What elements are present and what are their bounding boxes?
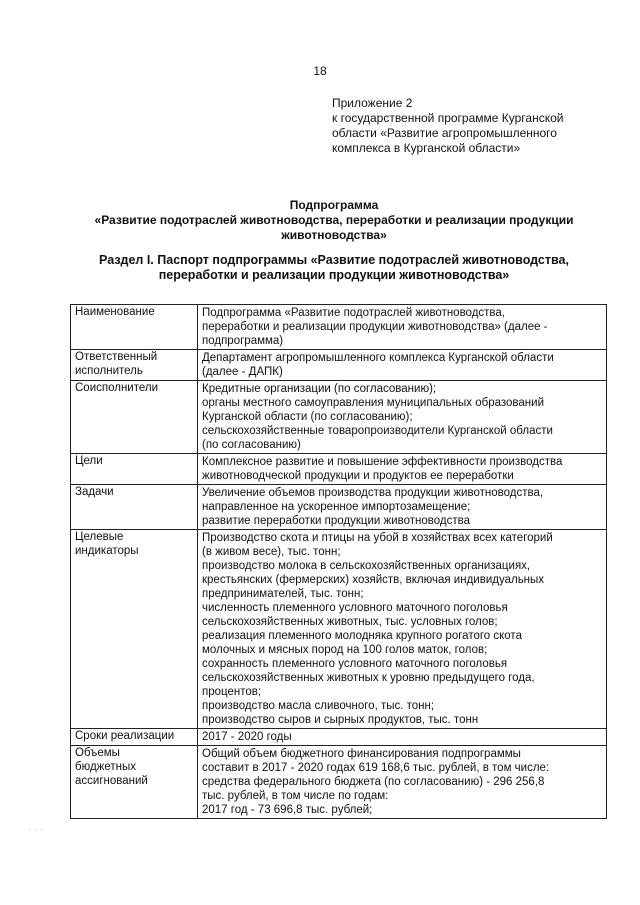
- table-row: [71, 729, 607, 746]
- section-title: [60, 253, 608, 283]
- row-label-line: Соисполнители: [75, 382, 159, 394]
- table-row: [71, 454, 607, 485]
- row-label-line: индикаторы: [75, 545, 139, 557]
- row-content-line: тыс. рублей, в том числе по годам:: [202, 790, 389, 802]
- row-content-line: Департамент агропромышленного комплекса Курганской области: [202, 352, 554, 364]
- row-content-line: Увеличение объемов производства продукции животноводства,: [202, 487, 544, 499]
- row-content-line: производство молока в сельскохозяйственных организациях,: [202, 560, 531, 572]
- row-label-cell: [71, 530, 198, 729]
- row-label-cell: [71, 746, 198, 819]
- page-number: 18: [313, 64, 327, 78]
- row-content-line: Общий объем бюджетного финансирования подпрограммы: [202, 748, 521, 760]
- row-content-cell: [198, 729, 607, 746]
- row-label-line: Задачи: [75, 486, 114, 498]
- passport-table-body: [71, 305, 607, 819]
- row-content-line: Комплексное развитие и повышение эффективности производства: [202, 456, 563, 468]
- row-label-line: исполнитель: [75, 365, 143, 377]
- row-content-line: реализация племенного молодняка крупного рогатого скота: [202, 630, 522, 642]
- row-label-line: ассигнований: [75, 775, 148, 787]
- row-content-cell: [198, 485, 607, 530]
- row-content-line: средства федерального бюджета (по согласованию) - 296 256,8: [202, 776, 545, 788]
- row-label-cell: [71, 454, 198, 485]
- appendix-line: комплекса в Курганской области»: [332, 141, 521, 155]
- row-content-line: подпрограмма): [202, 335, 284, 347]
- table-row: [71, 485, 607, 530]
- row-content-cell: [198, 746, 607, 819]
- row-content-line: органы местного самоуправления муниципальных образований: [202, 397, 544, 409]
- appendix-line: к государственной программе Курганской: [332, 111, 564, 125]
- row-content-line: производство сыров и сырных продуктов, тыс. тонн: [202, 714, 479, 726]
- table-row: [71, 350, 607, 381]
- row-label-cell: [71, 381, 198, 454]
- row-content-cell: [198, 350, 607, 381]
- table-row: [71, 530, 607, 729]
- row-content-cell: [198, 381, 607, 454]
- row-content-line: Подпрограмма «Развитие подотраслей животноводства,: [202, 307, 505, 319]
- row-label-cell: [71, 729, 198, 746]
- row-content-line: молочных и мясных пород на 100 голов маток, голов;: [202, 644, 488, 656]
- row-content-cell: [198, 454, 607, 485]
- row-content-line: (в живом весе), тыс. тонн;: [202, 546, 341, 558]
- row-label-cell: [71, 305, 198, 350]
- table-row: [71, 746, 607, 819]
- row-content-line: крестьянских (фермерских) хозяйств, включая индивидуальных: [202, 574, 545, 586]
- row-content-line: сельскохозяйственных животных к уровню предыдущего года,: [202, 672, 535, 684]
- row-label-cell: [71, 485, 198, 530]
- row-label-cell: [71, 350, 198, 381]
- row-content-line: производство масла сливочного, тыс. тонн;: [202, 700, 435, 712]
- row-content-line: Производство скота и птицы на убой в хозяйствах всех категорий: [202, 532, 553, 544]
- row-content-line: сельскохозяйственных животных, тыс. условных голов;: [202, 616, 498, 628]
- row-content-line: (далее - ДАПК): [202, 366, 283, 378]
- row-label-line: бюджетных: [75, 761, 137, 773]
- row-content-line: сельскохозяйственные товаропроизводители Курганской области: [202, 425, 553, 437]
- table-row: [71, 305, 607, 350]
- row-content-line: 2017 год - 73 696,8 тыс. рублей;: [202, 804, 373, 816]
- row-label-line: Целевые: [75, 531, 124, 543]
- row-label-line: Ответственный: [75, 351, 158, 363]
- row-content-line: переработки и реализации продукции животноводства» (далее -: [202, 321, 548, 333]
- row-content-line: численность племенного условного маточного поголовья: [202, 602, 508, 614]
- appendix-line: области «Развитие агропромышленного: [332, 126, 557, 140]
- title-line: «Развитие подотраслей животноводства, переработки и реализации продукции: [94, 213, 574, 227]
- row-label-line: Наименование: [75, 306, 155, 318]
- row-content-line: направленное на ускоренное импортозамещение;: [202, 501, 471, 513]
- row-content-line: Кредитные организации (по согласованию);: [202, 383, 437, 395]
- appendix-line: Приложение 2: [332, 96, 413, 110]
- row-content-cell: [198, 305, 607, 350]
- row-label-line: Объемы: [75, 747, 120, 759]
- row-content-line: сохранность племенного условного маточного поголовья: [202, 658, 508, 670]
- subprogram-title: [60, 198, 608, 243]
- title-line: Подпрограмма: [289, 198, 379, 212]
- row-content-cell: [198, 530, 607, 729]
- row-content-line: Курганской области (по согласованию);: [202, 411, 413, 423]
- row-label-line: Цели: [75, 455, 103, 467]
- row-content-line: процентов;: [202, 686, 262, 698]
- row-content-line: развитие переработки продукции животноводства: [202, 515, 470, 527]
- row-label-line: Сроки реализации: [75, 730, 175, 742]
- appendix-note: [332, 96, 563, 156]
- scan-artifact: · · ·: [28, 824, 44, 835]
- row-content-line: составит в 2017 - 2020 годах 619 168,6 тыс. рублей, в том числе:: [202, 762, 550, 774]
- title-line: животноводства»: [281, 228, 387, 242]
- row-content-line: (по согласованию): [202, 439, 301, 451]
- section-title-line: переработки и реализации продукции животноводства»: [158, 268, 510, 282]
- passport-table: [70, 304, 607, 819]
- table-row: [71, 381, 607, 454]
- row-content-line: предпринимателей, тыс. тонн;: [202, 588, 364, 600]
- row-content-line: 2017 - 2020 годы: [202, 731, 292, 743]
- section-title-line: Раздел I. Паспорт подпрограммы «Развитие подотраслей животноводства,: [99, 253, 569, 267]
- document-titles: [60, 198, 608, 283]
- row-content-line: животноводческой продукции и продуктов ее переработки: [202, 470, 514, 482]
